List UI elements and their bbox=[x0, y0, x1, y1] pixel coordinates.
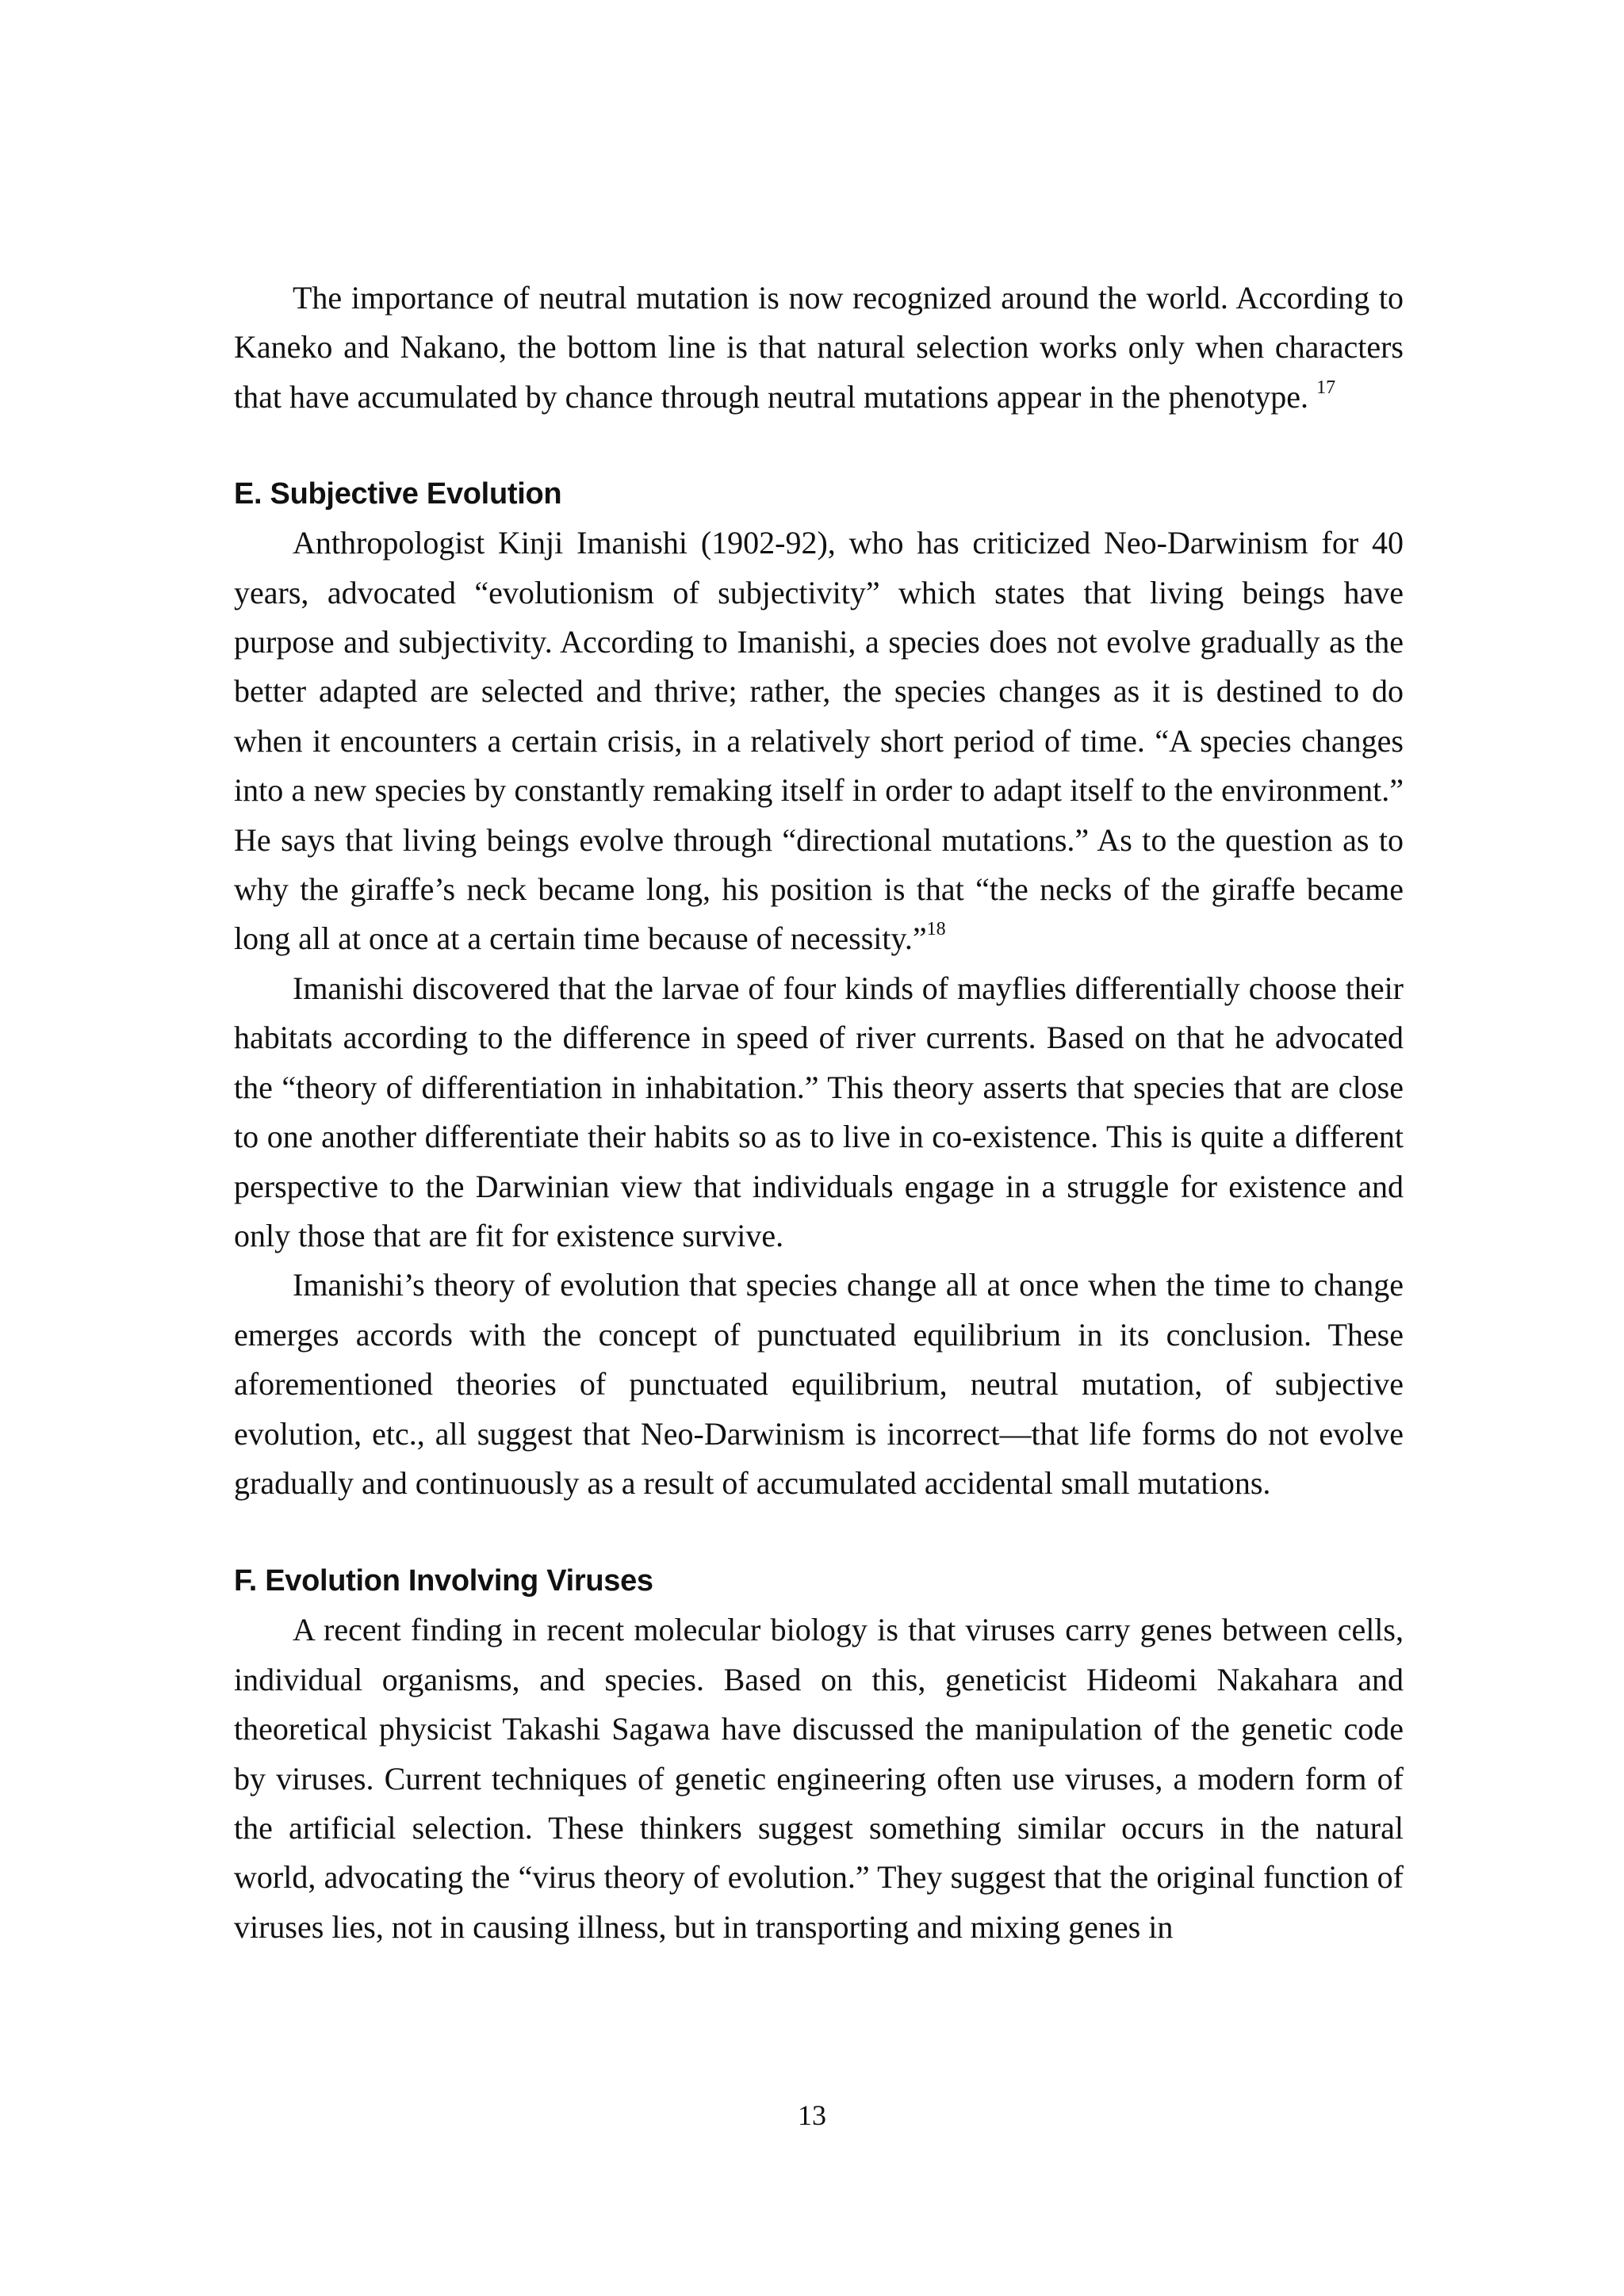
footnote-marker: 18 bbox=[926, 919, 946, 940]
section-heading-subjective-evolution: E. Subjective Evolution bbox=[234, 477, 562, 511]
paragraph-imanishi-theory: Imanishi’s theory of evolution that species change all at once when the time to change emerges accords with the concept of punctuated equilibrium in its conclusion. These aforementioned theories of punctuated equilibrium, neutral mutation, of subjective evolution, etc., all suggest that Neo-Darwinism is incorrect—that life forms do not evolve gradually and continuously as a result of accumulated accidental small mutations. bbox=[234, 1267, 1404, 1501]
paragraph-imanishi-intro bbox=[234, 519, 1404, 964]
page-body bbox=[234, 274, 1404, 1952]
footnote-marker: 17 bbox=[1316, 377, 1336, 398]
paragraph-mayflies: Imanishi discovered that the larvae of four kinds of mayflies differentially choose their habitats according to the difference in speed of river currents. Based on that he advocated the “theory of differentiation in inhabitation.” This theory asserts that species that are close to one another differentiate their habits so as to live in co-existence. This is quite a different perspective to the Darwinian view that individuals engage in a struggle for existence and only those that are fit for existence survive. bbox=[234, 970, 1404, 1253]
page-number: 13 bbox=[798, 2099, 826, 2131]
paragraph-neutral-mutation bbox=[234, 274, 1404, 422]
paragraph-text: The importance of neutral mutation is now recognized around the world. According to Kaneko and Nakano, the bottom line is that natural selection works only when characters that have accumulated by chance through neutral mutations appear in the phenotype. bbox=[234, 280, 1404, 415]
paragraph-virus-theory: A recent finding in recent molecular biology is that viruses carry genes between cells, individual organisms, and species. Based on this, geneticist Hideomi Nakahara and theoretical physicist Takashi Sagawa have discussed the manipulation of the genetic code by viruses. Current techniques of genetic engineering often use viruses, a modern form of the artificial selection. These thinkers suggest something similar occurs in the natural world, advocating the “virus theory of evolution.” They suggest that the original function of viruses lies, not in causing illness, but in transporting and mixing genes in bbox=[234, 1612, 1404, 1945]
paragraph-text: Anthropologist Kinji Imanishi (1902-92), who has criticized Neo-Darwinism for 40 years, advocated “evolutionism of subjectivity” which states that living beings have purpose and subjectivity. According to Imanishi, a species does not evolve gradually as the better adapted are selected and thrive; rather, the species changes as it is destined to do when it encounters a certain crisis, in a relatively short period of time. “A species changes into a new species by constantly remaking itself in order to adapt itself to the environment.” He says that living beings evolve through “directional mutations.” As to the question as to why the giraffe’s neck became long, his position is that “the necks of the giraffe became long all at once at a certain time because of necessity.” bbox=[234, 525, 1404, 957]
section-heading-evolution-viruses: F. Evolution Involving Viruses bbox=[234, 1564, 653, 1598]
